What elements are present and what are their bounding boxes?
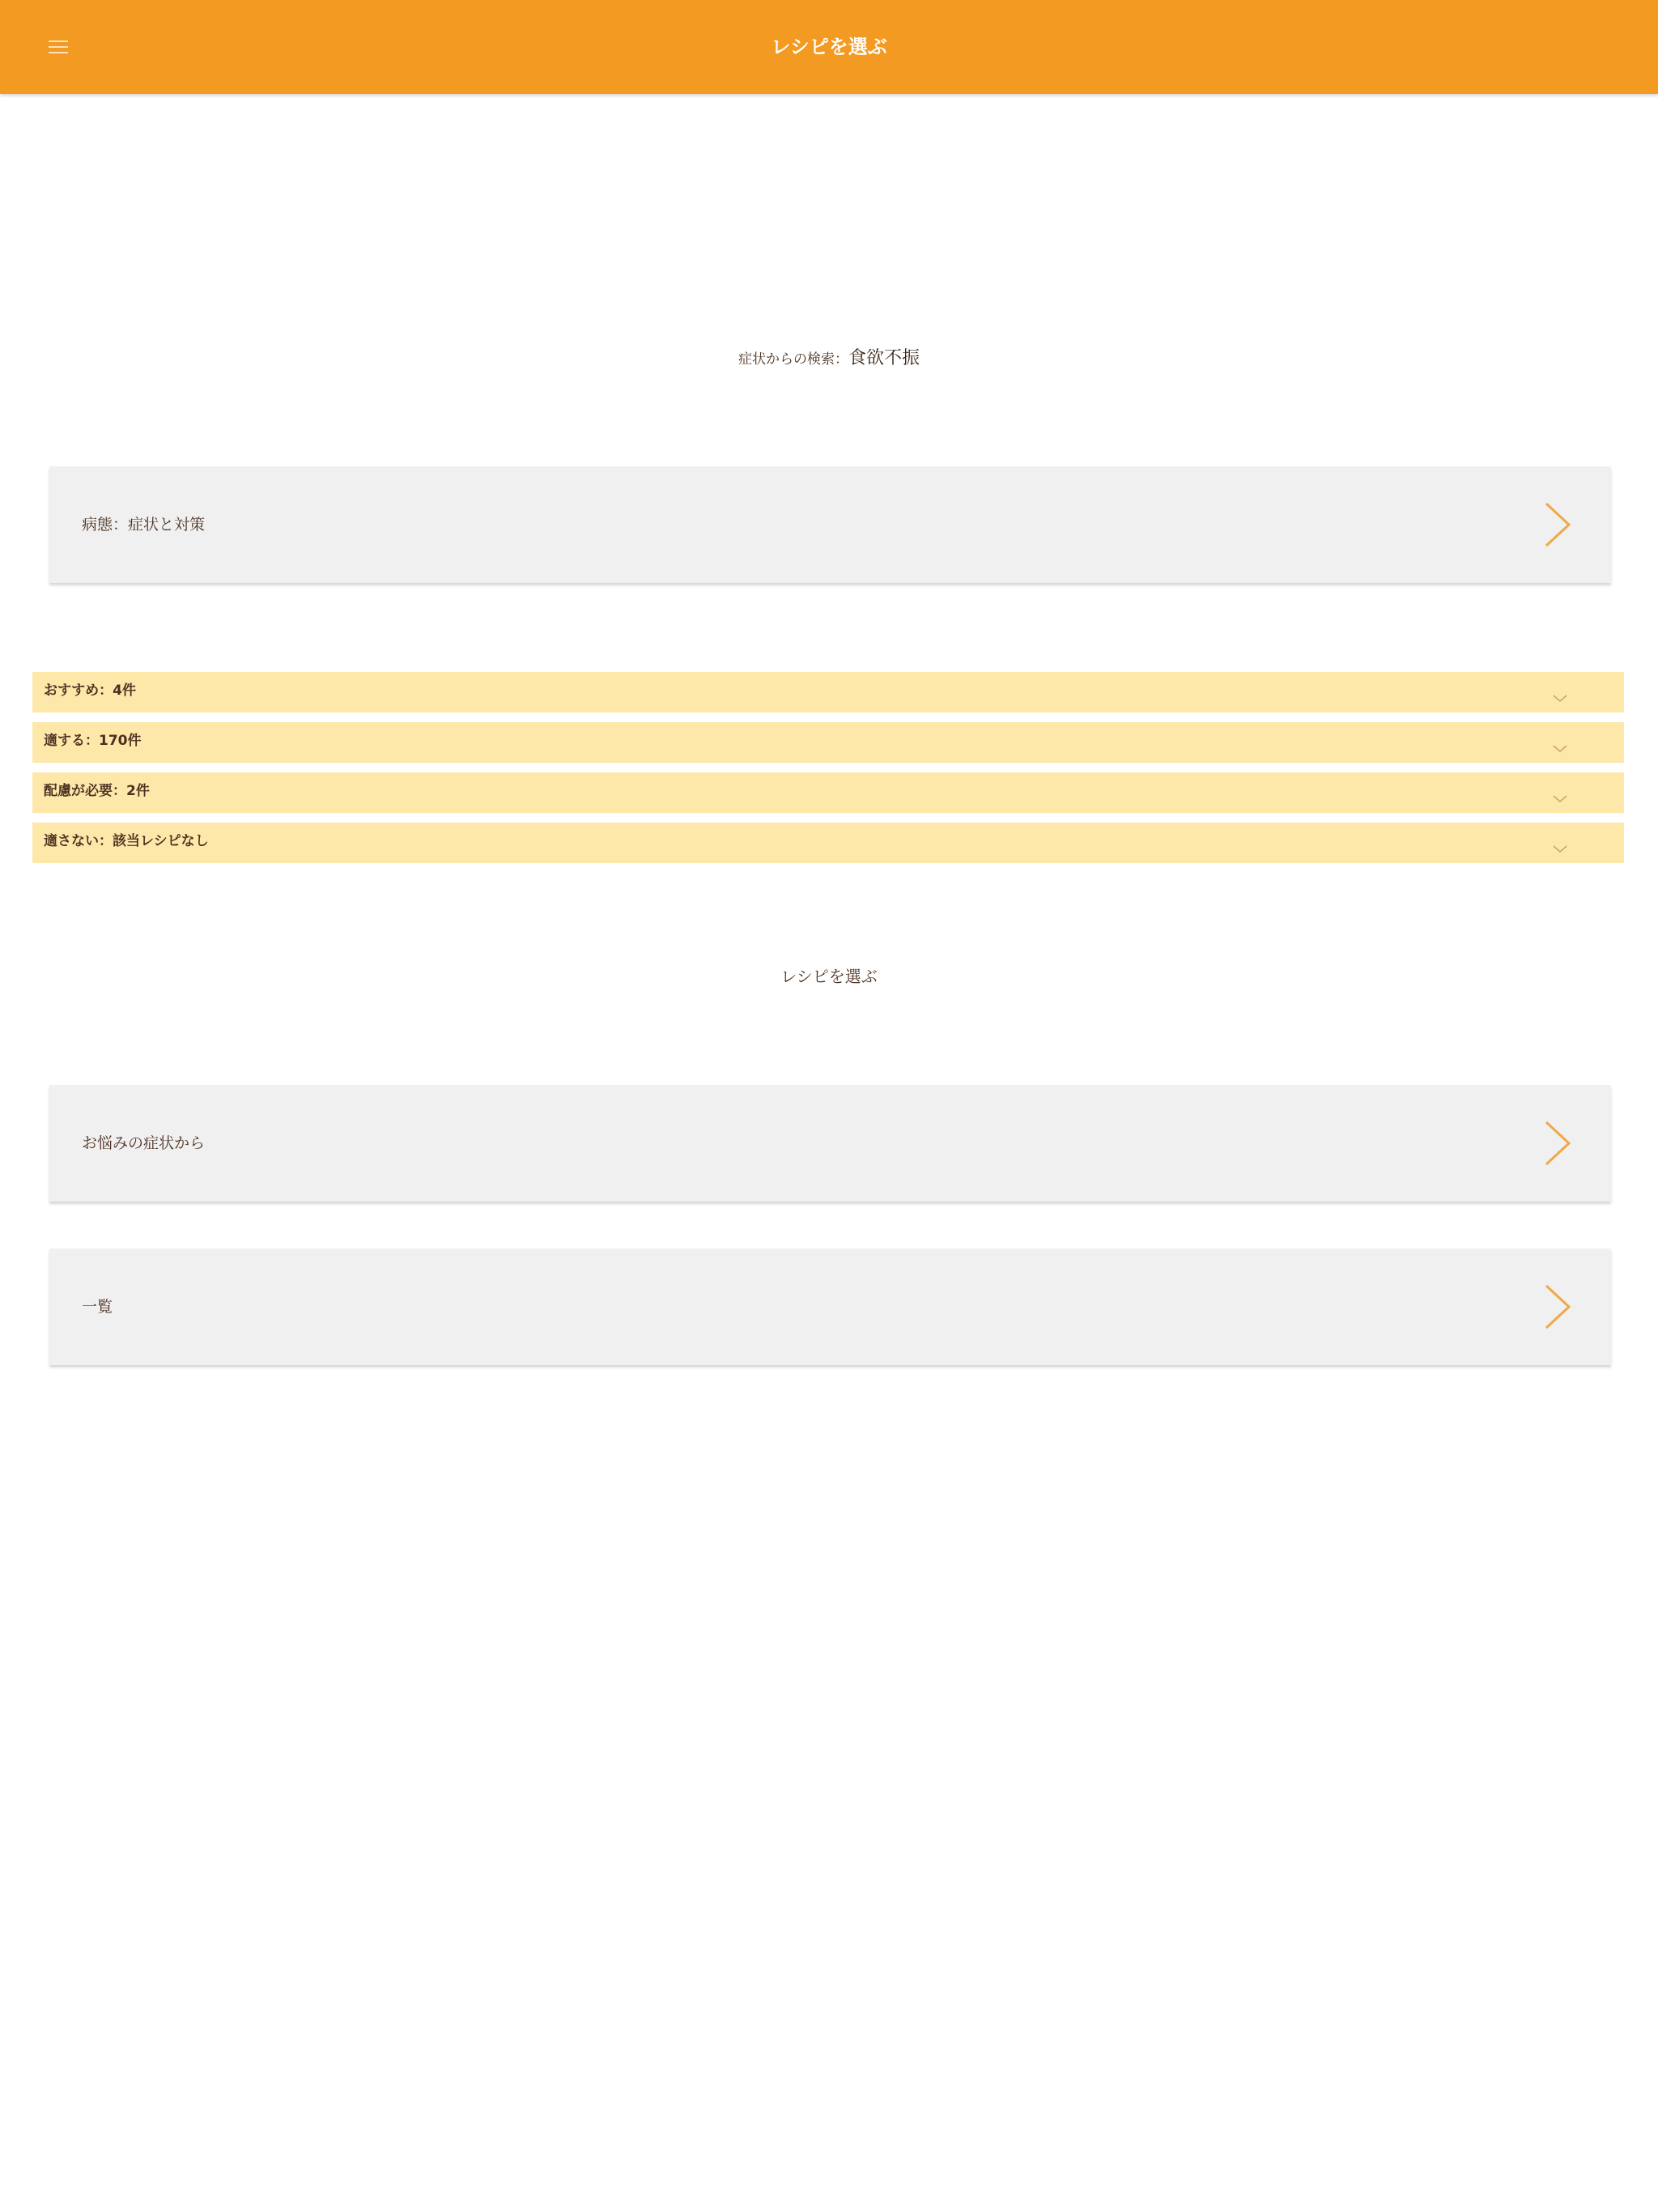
recipe-option-label: 一覧 <box>82 1298 113 1316</box>
recipe-option-label: お悩みの症状から <box>82 1134 206 1152</box>
filter-caution[interactable] <box>32 772 1624 813</box>
filter-label: 配慮が必要：2件 <box>44 783 150 799</box>
filter-label: 適する：170件 <box>44 733 142 749</box>
condition-info-label: 病態：症状と対策 <box>82 516 206 534</box>
condition-info-card[interactable] <box>49 466 1611 583</box>
chevron-right-icon <box>1541 1119 1574 1168</box>
search-condition-label: 症状からの検索： <box>738 351 848 368</box>
recipe-list-card[interactable] <box>49 1249 1611 1365</box>
chevron-right-icon <box>1541 1283 1574 1331</box>
filter-suitable[interactable] <box>32 722 1624 763</box>
chevron-down-icon <box>1553 745 1567 753</box>
filter-recommended[interactable] <box>32 672 1624 713</box>
chevron-right-icon <box>1541 500 1574 549</box>
chevron-down-icon <box>1553 795 1567 803</box>
recipe-section-title: レシピを選ぶ <box>780 967 878 986</box>
filter-label: 適さない：該当レシピなし <box>44 833 209 849</box>
chevron-down-icon <box>1553 695 1567 703</box>
filter-label: おすすめ：4件 <box>44 683 136 699</box>
recipe-by-symptom-card[interactable] <box>49 1085 1611 1202</box>
chevron-down-icon <box>1553 845 1567 853</box>
search-condition <box>0 344 1658 369</box>
filter-unsuitable[interactable] <box>32 823 1624 863</box>
app-header <box>0 0 1658 94</box>
search-condition-value: 食欲不振 <box>848 348 920 368</box>
page-title: レシピを選ぶ <box>771 36 887 58</box>
